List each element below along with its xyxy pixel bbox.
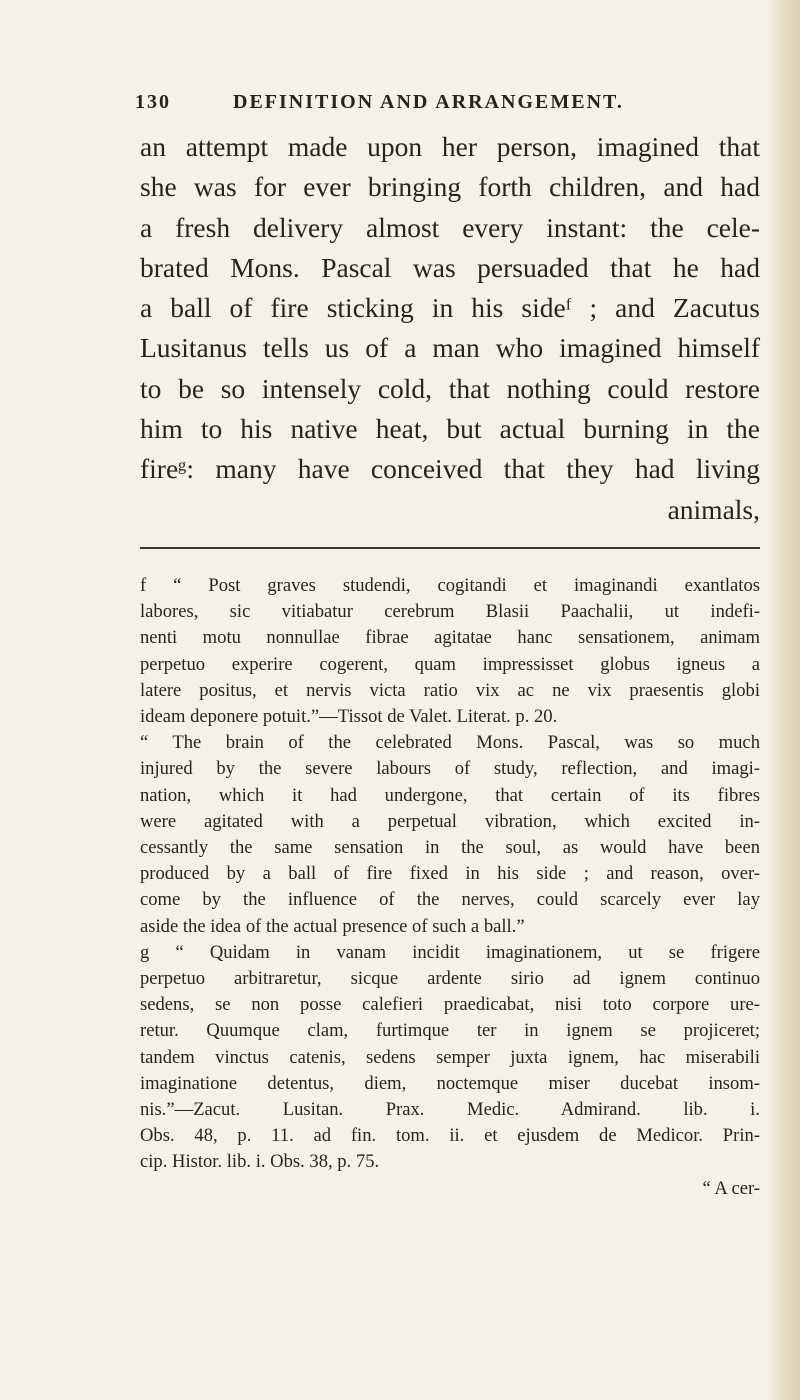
main-text bbox=[140, 127, 760, 530]
footnote-line: nenti motu nonnullae fibrae agitatae hanc sensationem, animam bbox=[140, 627, 760, 649]
page-number: 130 bbox=[135, 91, 171, 113]
footnote-line: sedens, se non posse calefieri praedicabat, nisi toto corpore ure- bbox=[140, 994, 760, 1016]
footnotes bbox=[140, 573, 760, 1202]
footnote-line: ideam deponere potuit.”—Tissot de Valet. Literat. p. 20. bbox=[140, 706, 558, 728]
footnote-line: retur. Quumque clam, furtimque ter in ignem se projiceret; bbox=[140, 1020, 760, 1042]
footnote-line: imaginatione detentus, diem, noctemque miser ducebat insom- bbox=[140, 1072, 760, 1094]
footnote-line: nation, which it had undergone, that certain of its fibres bbox=[140, 784, 760, 806]
footnote-line: perpetuo experire cogerent, quam impressisset globus igneus a bbox=[140, 653, 760, 675]
footnote-line: Obs. 48, p. 11. ad fin. tom. ii. et ejusdem de Medicor. Prin- bbox=[140, 1125, 760, 1147]
body-line: brated Mons. Pascal was persuaded that he had bbox=[140, 251, 760, 283]
footnote-line: produced by a ball of fire fixed in his side ; and reason, over- bbox=[140, 863, 760, 885]
footnote-line: come by the influence of the nerves, could scarcely ever lay bbox=[140, 889, 760, 911]
body-line: she was for ever bringing forth children, and had bbox=[140, 171, 760, 203]
footnote-line: latere positus, et nervis victa ratio vix ac ne vix praesentis globi bbox=[140, 679, 760, 701]
footnote-line: cip. Histor. lib. i. Obs. 38, p. 75. bbox=[140, 1151, 380, 1173]
catchword: “ A cer- bbox=[702, 1177, 760, 1199]
body-line: an attempt made upon her person, imagined that bbox=[140, 131, 760, 162]
footnote-line: labores, sic vitiabatur cerebrum Blasii Paachalii, ut indefi- bbox=[140, 601, 760, 623]
footnote-line: were agitated with a perpetual vibration, which excited in- bbox=[140, 810, 760, 832]
footnote-line: “ The brain of the celebrated Mons. Pascal, was so much bbox=[140, 732, 760, 754]
catchword-line: animals, bbox=[667, 493, 760, 525]
body-line: Lusitanus tells us of a man who imagined himself bbox=[140, 332, 760, 364]
footnote-line: aside the idea of the actual presence of such a ball.” bbox=[140, 915, 525, 937]
footnote-line: cessantly the same sensation in the soul, as would have been bbox=[140, 837, 760, 859]
footnote-rule bbox=[140, 547, 760, 549]
page-edge-shadow bbox=[766, 0, 800, 1400]
footnote-line: g “ Quidam in vanam incidit imaginationem, ut se frigere bbox=[140, 941, 760, 963]
body-line: fireᵍ: many have conceived that they had living bbox=[140, 453, 760, 485]
body-line: him to his native heat, but actual burning in the bbox=[140, 413, 760, 445]
body-line: to be so intensely cold, that nothing could restore bbox=[140, 372, 760, 404]
footnote-line: injured by the severe labours of study, reflection, and imagi- bbox=[140, 758, 760, 780]
body-line: a ball of fire sticking in his sideᶠ ; and Zacutus bbox=[140, 292, 760, 324]
footnote-line: tandem vinctus catenis, sedens semper juxta ignem, hac miserabili bbox=[140, 1046, 760, 1068]
footnote-line: nis.”—Zacut. Lusitan. Prax. Medic. Admirand. lib. i. bbox=[140, 1099, 760, 1121]
body-line: a fresh delivery almost every instant: the cele- bbox=[140, 211, 760, 243]
footnote-line: f “ Post graves studendi, cogitandi et imaginandi exantlatos bbox=[140, 575, 760, 596]
footnote-line: perpetuo arbitraretur, sicque ardente sirio ad ignem continuo bbox=[140, 968, 760, 990]
running-head-title: DEFINITION AND ARRANGEMENT. bbox=[233, 91, 624, 113]
running-header bbox=[135, 91, 675, 117]
